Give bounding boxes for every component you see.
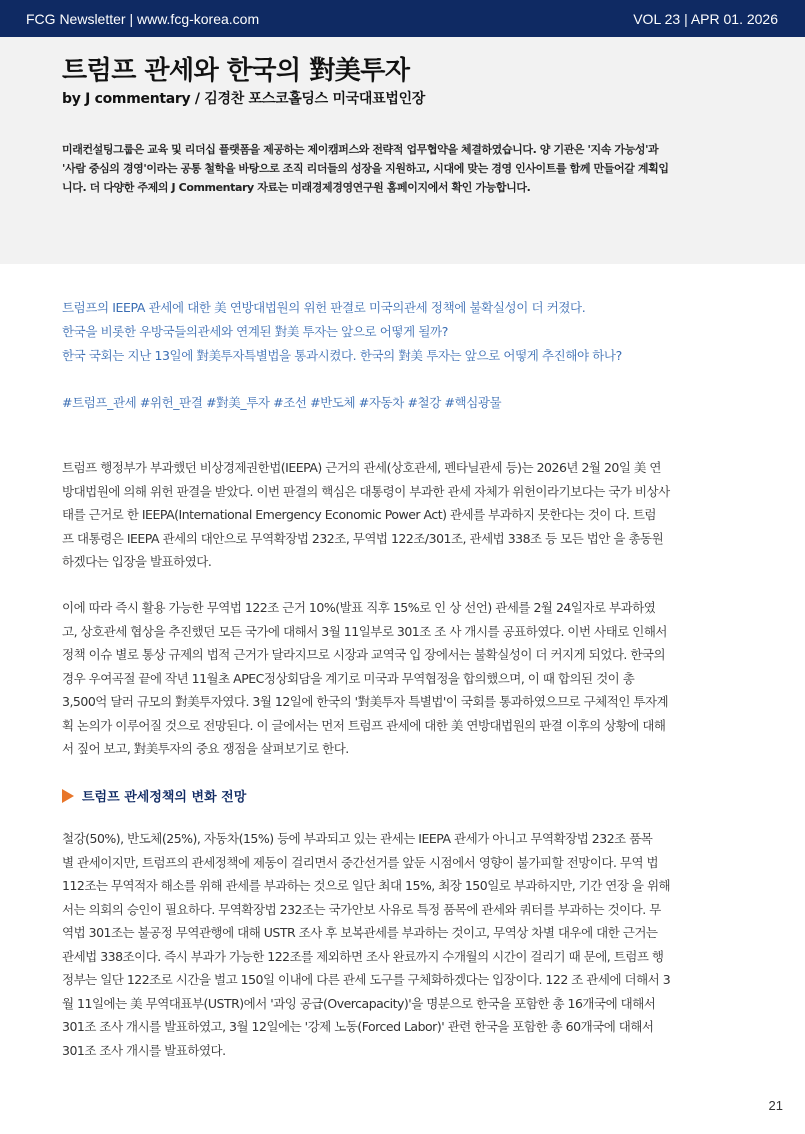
triangle-bullet-icon (62, 789, 74, 803)
body-line: 태를 근거로 한 IEEPA(International Emergency Economic Power Act) 관세를 부과하지 못한다는 것이 다. 트럼 (62, 507, 656, 522)
body-line: 301조 조사 개시를 발표하였고, 3월 12일에는 '강제 노동(Forced Labor)' 관련 한국을 포함한 총 60개국에 대해서 (62, 1019, 654, 1034)
body-line: 112조는 무역적자 해소를 위해 관세를 부과하는 것으로 일단 최대 15%, 최장 150일로 부과하지만, 기간 연장 을 위해 (62, 878, 671, 893)
body-line: 서는 의회의 승인이 필요하다. 무역확장법 232조는 국가안보 사유로 특정 품목에 관세와 쿼터를 부과하는 것이다. 무 (62, 901, 661, 917)
body-line: 획 논의가 이루어질 것으로 전망된다. 이 글에서는 먼저 트럼프 관세에 대한 美 연방대법원의 판결 이후의 상황에 대해 (62, 717, 666, 733)
section-heading (62, 786, 246, 805)
body-line: 트럼프 행정부가 부과했던 비상경제권한법(IEEPA) 근거의 관세(상호관세, 펜타닐관세 등)는 2026년 2월 20일 美 연 (62, 460, 661, 475)
header-issue-date: VOL 23 | APR 01. 2026 (633, 11, 778, 27)
article-byline: by J commentary / 김경찬 포스코홀딩스 미국대표법인장 (62, 91, 426, 107)
body-paragraph-2 (62, 596, 742, 761)
body-line: 월 11일에는 美 무역대표부(USTR)에서 '과잉 공급(Overcapacity)'을 명분으로 한국을 포함한 총 16개국에 대해서 (62, 995, 656, 1011)
body-line: 방대법원에 의해 위헌 판결을 받았다. 이번 판결의 핵심은 대통령이 부과한 관세 자체가 위헌이라기보다는 국가 비상사 (62, 483, 670, 499)
newsletter-header-bar (0, 0, 805, 37)
body-line: 고, 상호관세 협상을 추진했던 모든 국가에 대해서 3월 11일부로 301조 조 사 개시를 공표하였다. 이번 사태로 인해서 (62, 623, 667, 639)
body-line: 301조 조사 개시를 발표하였다. (62, 1042, 226, 1058)
body-line: 이에 따라 즉시 활용 가능한 무역법 122조 근거 10%(발표 직후 15%로 인 상 선언) 관세를 2월 24일자로 부과하였 (62, 600, 656, 615)
body-paragraph-3 (62, 827, 742, 1062)
intro-line: 니다. 더 다양한 주제의 J Commentary 자료는 미래경제경영연구원 홈페이지에서 확인 가능합니다. (62, 181, 531, 194)
body-paragraph-1 (62, 456, 742, 574)
article-title: 트럼프 관세와 한국의 對美투자 (62, 56, 410, 86)
body-line: 역법 301조는 불공정 무역관행에 대해 USTR 조사 후 보복관세를 부과하는 것이고, 무역상 차별 대우에 대한 근거는 (62, 925, 658, 940)
lead-question: 한국 국회는 지난 13일에 對美투자특별법을 통과시켰다. 한국의 對美 투자는 앞으로 어떻게 추진해야 하나? (62, 348, 622, 363)
lead-question: 트럼프의 IEEPA 관세에 대한 美 연방대법원의 위헌 판결로 미국의관세 정책에 불확실성이 더 커졌다. (62, 300, 586, 315)
body-line: 하겠다는 입장을 발표하였다. (62, 554, 212, 569)
body-line: 서 짚어 보고, 對美투자의 중요 쟁점을 살펴보기로 한다. (62, 741, 349, 756)
intro-line: '사람 중심의 경영'이라는 공통 철학을 바탕으로 조직 리더들의 성장을 지원하고, 시대에 맞는 경영 인사이트를 함께 만들어갈 계획입 (62, 162, 669, 175)
lead-question: 한국을 비롯한 우방국들의관세와 연계된 對美 투자는 앞으로 어떻게 될까? (62, 324, 448, 339)
section-heading-text: 트럼프 관세정책의 변화 전망 (82, 790, 247, 805)
body-line: 별 관세이지만, 트럼프의 관세정책에 제동이 걸리면서 중간선거를 앞둔 시점에서 영향이 불가피할 전망이다. 무역 법 (62, 854, 659, 870)
body-line: 정책 이슈 별로 통상 규제의 법적 근거가 달라지므로 시장과 교역국 입 장에서는 불확실성이 더 커지게 되었다. 한국의 (62, 647, 666, 662)
page-number: 21 (768, 1098, 783, 1113)
body-line: 경우 우여곡절 끝에 작년 11월초 APEC정상회담을 계기로 미국과 무역협정을 합의했으며, 이 때 합의된 것이 총 (62, 670, 635, 686)
hashtag-list: #트럼프_관세 #위헌_판결 #對美_투자 #조선 #반도체 #자동차 #철강 #핵심광물 (62, 395, 502, 410)
header-site-label: FCG Newsletter | www.fcg-korea.com (26, 11, 260, 27)
body-line: 철강(50%), 반도체(25%), 자동차(15%) 등에 부과되고 있는 관세는 IEEPA 관세가 아니고 무역확장법 232조 품목 (62, 831, 653, 846)
body-line: 관세법 338조이다. 즉시 부과가 가능한 122조를 제외하면 조사 완료까지 수개월의 시간이 걸리기 때 문에, 트럼프 행 (62, 948, 664, 964)
lead-questions (62, 296, 762, 368)
body-line: 3,500억 달러 규모의 對美투자였다. 3월 12일에 한국의 '對美투자 특별법'이 국회를 통과하였으므로 구체적인 투자계 (62, 694, 669, 709)
intro-line: 미래컨설팅그룹은 교육 및 리더십 플랫폼을 제공하는 제이캠퍼스와 전략적 업무협약을 체결하였습니다. 양 기관은 '지속 가능성'과 (62, 143, 659, 156)
intro-block (62, 140, 752, 197)
body-line: 정부는 일단 122조로 시간을 벌고 150일 이내에 다른 관세 도구를 구체화하겠다는 입장이다. 122 조 관세에 더해서 3 (62, 972, 671, 987)
body-line: 프 대통령은 IEEPA 관세의 대안으로 무역확장법 232조, 무역법 122조/301조, 관세법 338조 등 모든 법안 을 총동원 (62, 530, 664, 546)
